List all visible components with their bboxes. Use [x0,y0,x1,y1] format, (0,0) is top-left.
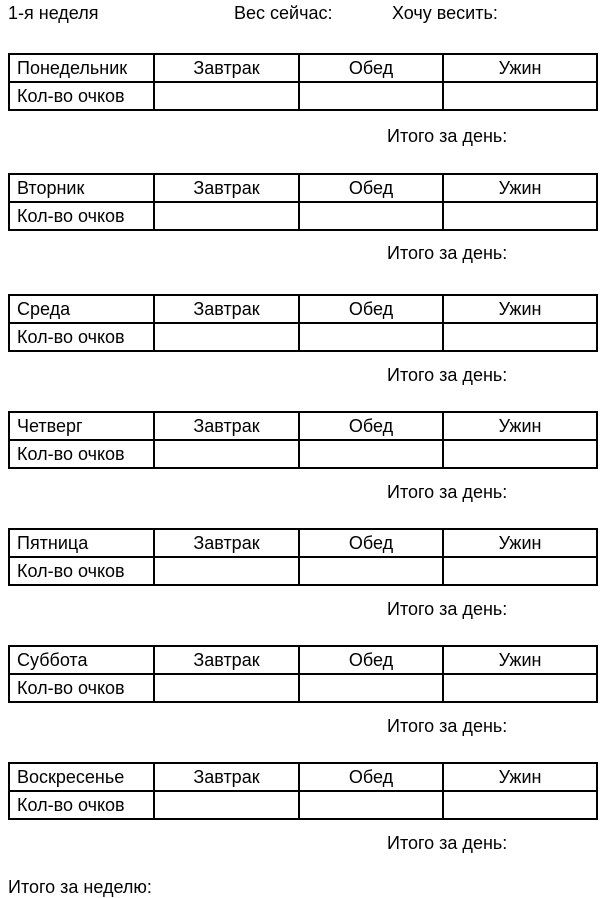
points-label: Кол-во очков [9,82,154,110]
day-table-tuesday [8,173,598,231]
day-table-wednesday [8,294,598,352]
day-table-friday [8,528,598,586]
lunch-header: Обед [299,54,443,82]
breakfast-points-cell[interactable] [154,674,299,702]
day-header-row [9,174,597,202]
lunch-points-cell[interactable] [299,440,443,468]
day-table-thursday [8,411,598,469]
day-total-thursday: Итого за день: [387,482,508,502]
day-table-sunday [8,762,598,820]
day-table-monday [8,53,598,111]
lunch-points-cell[interactable] [299,202,443,230]
dinner-header: Ужин [443,412,597,440]
breakfast-header: Завтрак [154,54,299,82]
day-name: Среда [9,295,154,323]
points-label: Кол-во очков [9,674,154,702]
day-name: Воскресенье [9,763,154,791]
day-table-saturday [8,645,598,703]
breakfast-header: Завтрак [154,412,299,440]
dinner-header: Ужин [443,54,597,82]
day-header-row [9,54,597,82]
day-total-sunday: Итого за день: [387,833,508,853]
current-weight-label: Вес сейчас: [234,3,333,23]
lunch-header: Обед [299,174,443,202]
lunch-header: Обед [299,412,443,440]
dinner-points-cell[interactable] [443,791,597,819]
lunch-header: Обед [299,295,443,323]
week-total-label: Итого за неделю: [8,877,152,897]
day-header-row [9,529,597,557]
dinner-points-cell[interactable] [443,674,597,702]
day-total-tuesday: Итого за день: [387,243,508,263]
points-label: Кол-во очков [9,323,154,351]
day-total-monday: Итого за день: [387,126,508,146]
dinner-header: Ужин [443,295,597,323]
day-header-row [9,412,597,440]
breakfast-header: Завтрак [154,646,299,674]
points-label: Кол-во очков [9,557,154,585]
dinner-points-cell[interactable] [443,202,597,230]
points-row [9,557,597,585]
lunch-header: Обед [299,529,443,557]
breakfast-points-cell[interactable] [154,557,299,585]
target-weight-label: Хочу весить: [392,3,498,23]
points-label: Кол-во очков [9,791,154,819]
lunch-points-cell[interactable] [299,791,443,819]
dinner-points-cell[interactable] [443,323,597,351]
day-total-saturday: Итого за день: [387,716,508,736]
dinner-header: Ужин [443,763,597,791]
breakfast-points-cell[interactable] [154,202,299,230]
breakfast-points-cell[interactable] [154,82,299,110]
lunch-points-cell[interactable] [299,674,443,702]
points-label: Кол-во очков [9,202,154,230]
dinner-header: Ужин [443,529,597,557]
breakfast-header: Завтрак [154,529,299,557]
lunch-points-cell[interactable] [299,557,443,585]
day-name: Четверг [9,412,154,440]
day-name: Суббота [9,646,154,674]
dinner-points-cell[interactable] [443,82,597,110]
points-label: Кол-во очков [9,440,154,468]
lunch-header: Обед [299,763,443,791]
day-name: Понедельник [9,54,154,82]
day-header-row [9,763,597,791]
breakfast-points-cell[interactable] [154,440,299,468]
lunch-header: Обед [299,646,443,674]
day-header-row [9,646,597,674]
points-row [9,202,597,230]
breakfast-header: Завтрак [154,295,299,323]
breakfast-header: Завтрак [154,763,299,791]
day-total-wednesday: Итого за день: [387,365,508,385]
dinner-header: Ужин [443,646,597,674]
week-label: 1-я неделя [8,3,99,23]
day-total-friday: Итого за день: [387,599,508,619]
breakfast-points-cell[interactable] [154,791,299,819]
dinner-points-cell[interactable] [443,557,597,585]
lunch-points-cell[interactable] [299,82,443,110]
breakfast-points-cell[interactable] [154,323,299,351]
points-row [9,674,597,702]
day-header-row [9,295,597,323]
points-row [9,82,597,110]
points-row [9,440,597,468]
breakfast-header: Завтрак [154,174,299,202]
dinner-header: Ужин [443,174,597,202]
points-row [9,791,597,819]
day-name: Вторник [9,174,154,202]
dinner-points-cell[interactable] [443,440,597,468]
lunch-points-cell[interactable] [299,323,443,351]
points-row [9,323,597,351]
day-name: Пятница [9,529,154,557]
